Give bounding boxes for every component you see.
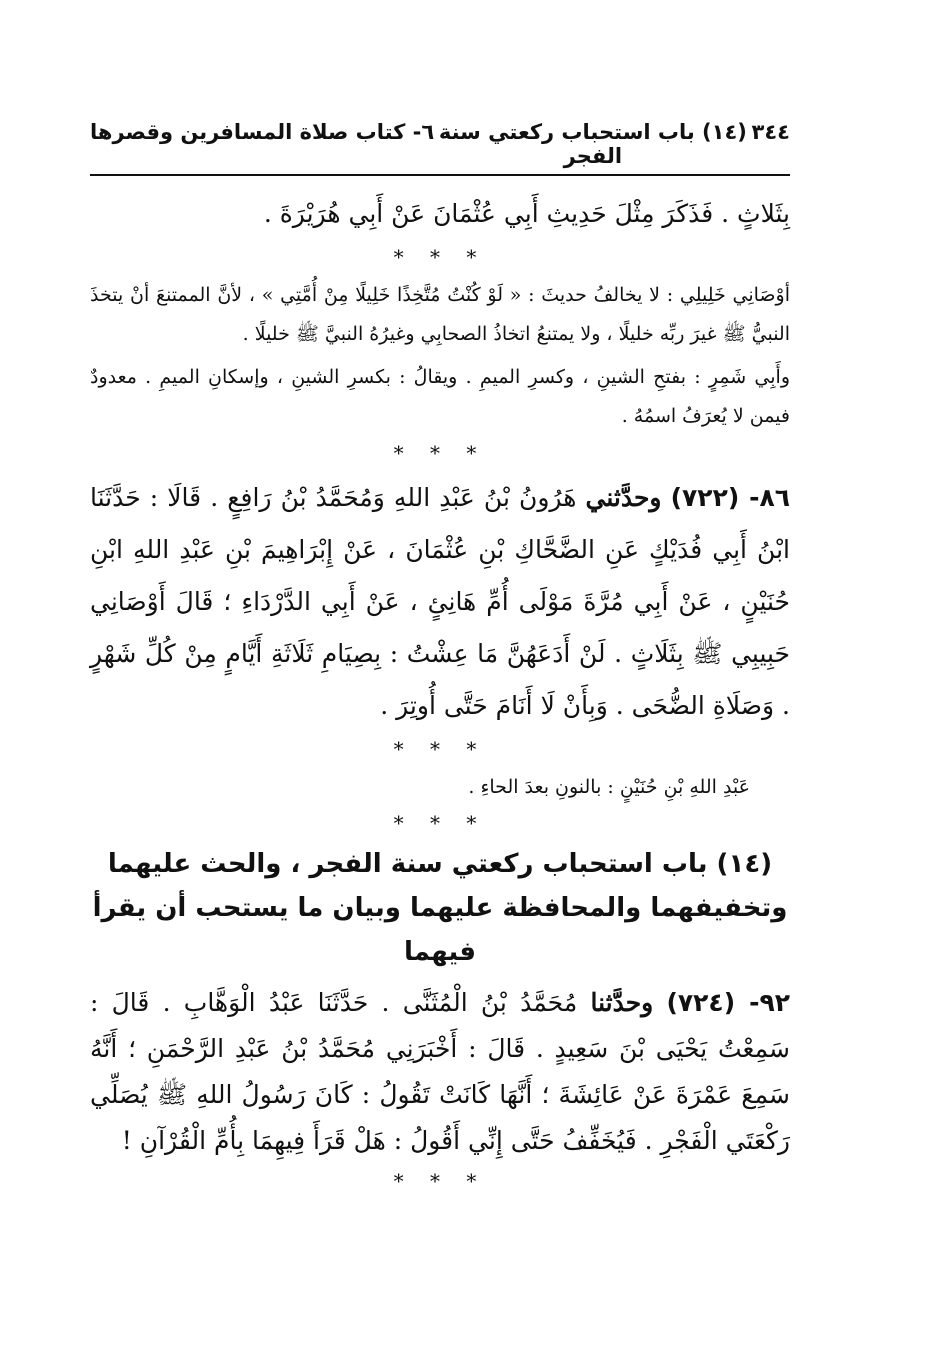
hadith-text: هَرُونُ بْنُ عَبْدِ اللهِ وَمُحَمَّدُ بْنُ رَافِعٍ . قَالَا : حَدَّثَنَا ابْنُ أَبِي فُدَيْكٍ عَنِ الضَّحَّاكِ بْنِ عُثْمَانَ ، عَنْ إِبْرَاهِيمَ بْنِ عَبْدِ اللهِ ابْنِ حُنَيْنٍ ، عَنْ أَبِي مُرَّةَ مَوْلَى أُمِّ هَانِئٍ ، عَنْ أَبِي الدَّرْدَاءِ ؛ قَالَ أَوْصَانِي حَبِيبِي ﷺ بِثَلَاثٍ . لَنْ أَدَعَهُنَّ مَا عِشْتُ : بِصِيَامِ ثَلَاثَةِ أَيَّامٍ مِنْ كُلِّ شَهْرٍ . وَصَلَاةِ الضُّحَى . وَبِأَنْ لَا أَنَامَ حَتَّى أُوتِرَ . — [90, 483, 790, 720]
hadith-92 — [90, 980, 790, 1164]
commentary-paragraph: وأَبِي شَمِرٍ : بفتحِ الشينِ ، وكسرِ الميمِ . ويقالُ : بكسرِ الشينِ ، وإسكانِ الميمِ . معدودٌ فيمن لا يُعرَفُ اسمُهُ . — [90, 366, 790, 427]
book-page — [90, 120, 790, 1200]
hadith-text: مُحَمَّدُ بْنُ الْمُثَنَّى . حَدَّثَنَا عَبْدُ الْوَهَّابِ . قَالَ : سَمِعْتُ يَحْيَى بْنَ سَعِيدٍ . قَالَ : أَخْبَرَنِي مُحَمَّدُ بْنُ عَبْدِ الرَّحْمَنِ ؛ أَنَّهُ سَمِعَ عَمْرَةَ عَنْ عَائِشَةَ ؛ أَنَّهَا كَانَتْ تَقُولُ : كَانَ رَسُولُ اللهِ ﷺ يُصَلِّي رَكْعَتَي الْفَجْرِ . فَيُخَفِّفُ حَتَّى إِنِّي أَقُولُ : هَلْ قَرَأَ فِيهِمَا بِأُمِّ الْقُرْآنِ ! — [90, 988, 790, 1155]
book-running-title: ٦- كتاب صلاة المسافرين وقصرها — [90, 120, 435, 144]
chapter-heading — [90, 842, 790, 974]
hadith-86 — [90, 472, 790, 732]
section-separator: * * * — [393, 441, 487, 465]
chapter-heading-line: وتخفيفهما والمحافظة عليهما وبيان ما يستحب أن يقرأ فيهما — [92, 893, 788, 967]
commentary-paragraph: أوْصَانِي خَلِيلِي : لا يخالفُ حديثَ : « لَوْ كُنْتُ مُتَّخِذًا خَلِيلًا مِنْ أُمَّتِي » ، لأنَّ الممتنعَ أنْ يتخذَ النبيُّ ﷺ غيرَ ربِّه خليلًا ، ولا يمتنعُ اتخاذُ الصحابِي وغيرُهُ النبيَّ ﷺ خليلًا . — [90, 284, 790, 345]
hadith-number: ٩٢- (٧٢٤) — [666, 988, 791, 1017]
section-separator: * * * — [393, 737, 487, 761]
chapter-running-title: (١٤) باب استحباب ركعتي سنة الفجر — [438, 120, 747, 168]
hadith-number: ٨٦- (٧٢٢) — [670, 483, 791, 512]
hadith-intro: وحدَّثنا — [590, 988, 654, 1017]
section-separator: * * * — [393, 811, 487, 835]
commentary-note: عَبْدِ اللهِ بْنِ حُنَيْنٍ : بالنونِ بعدَ الحاءِ . — [468, 776, 750, 798]
running-header — [90, 120, 790, 176]
hadith-intro: وحدَّثني — [585, 483, 662, 512]
page-number: ٣٤٤ — [751, 120, 790, 144]
section-separator: * * * — [393, 245, 487, 269]
section-separator: * * * — [393, 1169, 487, 1193]
hadith-continuation: بِثَلاثٍ . فَذَكَرَ مِثْلَ حَدِيثِ أَبِي عُثْمَانَ عَنْ أَبِي هُرَيْرَةَ . — [263, 199, 790, 228]
chapter-heading-line: (١٤) باب استحباب ركعتي سنة الفجر ، والحث عليهما — [107, 849, 773, 879]
